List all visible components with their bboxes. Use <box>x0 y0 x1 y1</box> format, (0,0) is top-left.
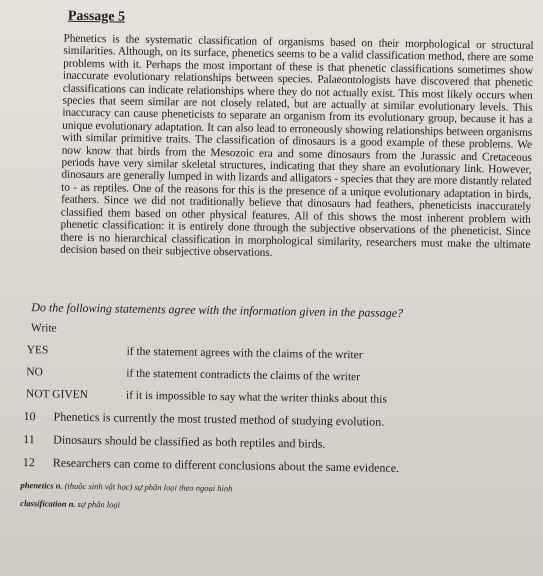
question-number: 11 <box>23 432 35 447</box>
write-label: Write <box>30 322 57 335</box>
question-text: Researchers can come to different conclusions about the same evidence. <box>52 455 400 475</box>
question-11 <box>23 432 325 452</box>
passage-title: Passage 5 <box>67 8 126 25</box>
question-10 <box>23 409 384 430</box>
answer-key-desc: if it is impossible to say what the writer thinks about this <box>125 389 387 406</box>
glossary-meaning: (thuộc sinh vật học) sự phân loại theo ngoại hình <box>64 480 233 494</box>
glossary-term: classification n. <box>20 498 76 509</box>
answer-key-no <box>26 366 360 383</box>
answer-key-code: NO <box>26 366 43 379</box>
passage-body: Phenetics is the systematic classification of organisms based on their morphological or structural similarities. Although, on its surface, phenetics seems to be a valid classification method, there are some problems with it. Perhaps the most important of these is that phenetic classifications sometimes show inaccurate evolutionary relationships between species. Palaeontologists have discovered that phenetic classifications can indicate relationships where they do not actually exist. This most likely occurs when species that seem similar are not closely related, but are actually at similar evolutionary levels. This inaccuracy can cause pheneticists to separate an organism from its evolutionary group, because it has a unique evolutionary adaptation. It can also lead to erroneously showing relationships between organisms with similar primitive traits. The classification of dinosaurs is a good example of these problems. We now know that birds from the Mesozoic era and some dinosaurs from the Jurassic and Cretaceous periods have very similar skeletal structures, indicating that they share an evolutionary link. However, dinosaurs are generally lumped in with lizards and alligators - species that they are more distantly related to - as reptiles. One of the reasons for this is the presence of a unique evolutionary adaptation in birds, feathers. Since we did not traditionally believe that dinosaurs had feathers, pheneticists inaccurately classified them based on other physical features. All of this shows the most inherent problem with phenetic classification: it is entirely done through the subjective observations of the pheneticist. Since there is no hierarchical classification in morphological similarity, researchers must make the ultimate decision based on their subjective observations. <box>60 32 534 259</box>
glossary-note-phenetics <box>20 480 232 493</box>
glossary-term: phenetics n. <box>20 480 63 491</box>
answer-key-code: YES <box>26 344 49 357</box>
glossary-meaning: sự phân loại <box>77 498 121 510</box>
answer-key-yes <box>27 344 363 361</box>
question-text: Phenetics is currently the most trusted method of studying evolution. <box>53 409 385 429</box>
answer-key-code: NOT GIVEN <box>25 388 89 402</box>
question-number: 12 <box>22 455 35 470</box>
question-number: 10 <box>23 409 36 424</box>
glossary-note-classification <box>20 498 120 510</box>
answer-key-desc: if the statement contradicts the claims of the writer <box>126 367 361 384</box>
answer-key-not-given <box>26 388 387 406</box>
question-instruction: Do the following statements agree with the information given in the passage? <box>31 300 404 320</box>
answer-key-desc: if the statement agrees with the claims of the writer <box>126 345 363 362</box>
question-text: Dinosaurs should be classified as both reptiles and birds. <box>53 432 326 451</box>
worksheet <box>20 8 536 510</box>
question-12 <box>23 455 400 476</box>
